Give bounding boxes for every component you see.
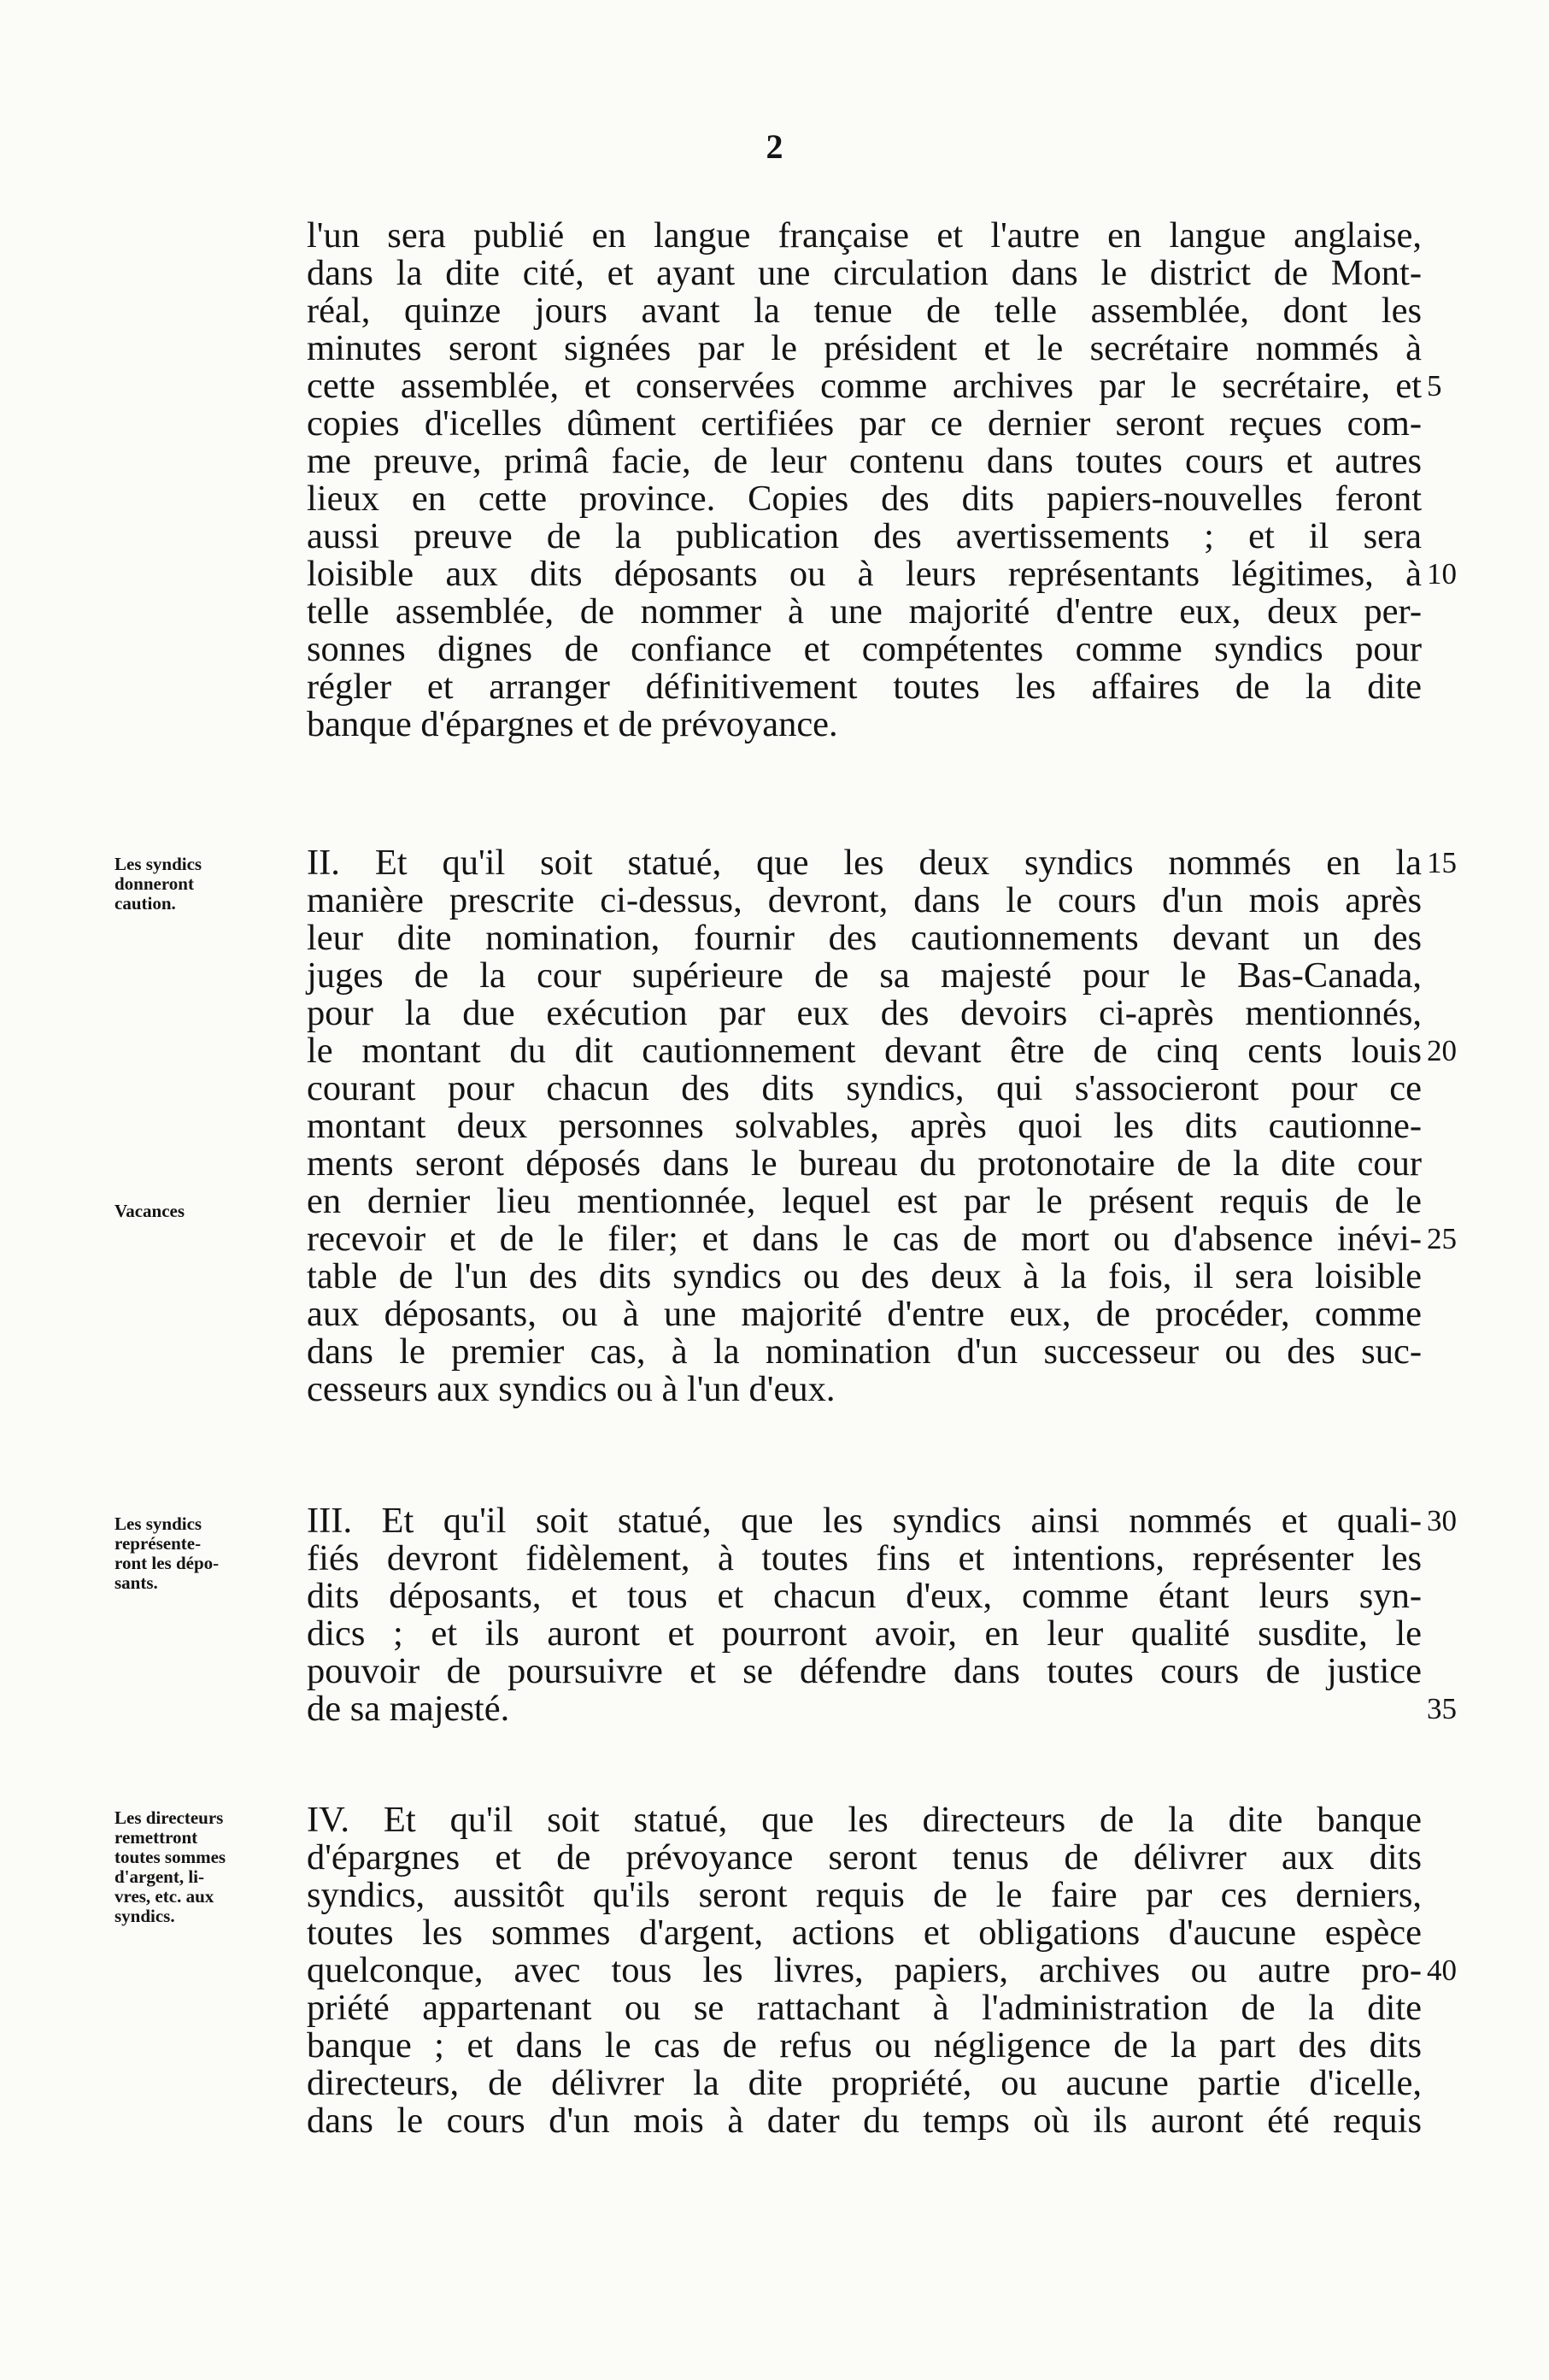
text-line: recevoir et de le filer; et dans le cas de mort ou d'absence inévi- [307, 1219, 1422, 1259]
text-line: lieux en cette province. Copies des dits papiers-nouvelles feront [307, 479, 1422, 519]
margin-note-line: Les directeurs [114, 1807, 224, 1828]
text-line: courant pour chacun des dits syndics, qui s'associeront pour ce [307, 1068, 1422, 1108]
text-line: dits déposants, et tous et chacun d'eux, comme étant leurs syn- [307, 1576, 1422, 1616]
line-number: 35 [1427, 1692, 1457, 1725]
text-line: pouvoir de poursuivre et se défendre dans toutes cours de justice [307, 1651, 1422, 1691]
text-line: dans le cours d'un mois à dater du temps où ils auront été requis [307, 2101, 1422, 2141]
text-line: aussi preuve de la publication des avertissements ; et il sera [307, 516, 1422, 556]
margin-note-caution [114, 855, 302, 914]
line-number: 20 [1427, 1034, 1457, 1067]
text-line: l'un sera publié en langue française et l'autre en langue anglaise, [307, 215, 1422, 256]
margin-note-line: Les syndics [114, 854, 202, 874]
text-line: copies d'icelles dûment certifiées par ce dernier seront reçues com- [307, 403, 1422, 444]
text-line: le montant du dit cautionnement devant être de cinq cents louis [307, 1031, 1422, 1071]
margin-note-representation [114, 1514, 302, 1593]
margin-note-line: Les syndics [114, 1513, 202, 1534]
text-line: II. Et qu'il soit statué, que les deux syndics nommés en la [307, 843, 1422, 883]
page-number: 2 [766, 127, 783, 166]
text-line: IV. Et qu'il soit statué, que les directeurs de la dite banque [307, 1800, 1422, 1840]
margin-note-line: sants. [114, 1572, 158, 1593]
margin-note-line: ront les dépo- [114, 1553, 220, 1573]
text-line: directeurs, de délivrer la dite propriété, ou aucune partie d'icelle, [307, 2063, 1422, 2103]
text-line: quelconque, avec tous les livres, papiers, archives ou autre pro- [307, 1950, 1422, 1990]
margin-note-line: représente- [114, 1533, 202, 1554]
line-number: 15 [1427, 846, 1457, 879]
margin-note-line: donneront [114, 873, 194, 894]
text-line: cesseurs aux syndics ou à l'un d'eux. [307, 1369, 836, 1409]
text-line: aux déposants, ou à une majorité d'entre eux, de procéder, comme [307, 1294, 1422, 1334]
line-number: 25 [1427, 1222, 1457, 1255]
text-line: réal, quinze jours avant la tenue de telle assemblée, dont les [307, 291, 1422, 331]
line-number: 10 [1427, 557, 1457, 591]
margin-note-directeurs [114, 1808, 302, 1926]
text-line: dans le premier cas, à la nomination d'un successeur ou des suc- [307, 1331, 1422, 1372]
margin-note-line: syndics. [114, 1906, 175, 1926]
text-line: banque ; et dans le cas de refus ou négligence de la part des dits [307, 2025, 1422, 2066]
text-line: leur dite nomination, fournir des cautionnements devant un des [307, 918, 1422, 958]
text-line: pour la due exécution par eux des devoirs ci-après mentionnés, [307, 993, 1422, 1033]
text-line: fiés devront fidèlement, à toutes fins et intentions, représenter les [307, 1538, 1422, 1578]
margin-note-line: Vacances [114, 1201, 185, 1221]
text-line: cette assemblée, et conservées comme archives par le secrétaire, et [307, 366, 1422, 406]
text-line: dans la dite cité, et ayant une circulation dans le district de Mont- [307, 253, 1422, 293]
text-line: minutes seront signées par le président et le secrétaire nommés à [307, 328, 1422, 368]
text-line: d'épargnes et de prévoyance seront tenus de délivrer aux dits [307, 1837, 1422, 1878]
margin-note-line: d'argent, li- [114, 1866, 204, 1887]
text-line: loisible aux dits déposants ou à leurs représentants légitimes, à [307, 554, 1422, 594]
text-line: juges de la cour supérieure de sa majesté pour le Bas-Canada, [307, 955, 1422, 996]
text-line: toutes les sommes d'argent, actions et obligations d'aucune espèce [307, 1913, 1422, 1953]
margin-note-vacances [114, 1202, 302, 1221]
text-line: sonnes dignes de confiance et compétentes comme syndics pour [307, 629, 1422, 669]
text-line: III. Et qu'il soit statué, que les syndics ainsi nommés et quali- [307, 1501, 1422, 1541]
text-line: manière prescrite ci-dessus, devront, dans le cours d'un mois après [307, 880, 1422, 920]
text-line: montant deux personnes solvables, après quoi les dits cautionne- [307, 1106, 1422, 1146]
text-line: priété appartenant ou se rattachant à l'administration de la dite [307, 1988, 1422, 2028]
line-number: 5 [1427, 369, 1442, 403]
text-line: ments seront déposés dans le bureau du protonotaire de la dite cour [307, 1143, 1422, 1184]
text-line: telle assemblée, de nommer à une majorité d'entre eux, deux per- [307, 591, 1422, 632]
text-line: de sa majesté. [307, 1689, 510, 1729]
margin-note-line: vres, etc. aux [114, 1886, 214, 1907]
text-line: table de l'un des dits syndics ou des deux à la fois, il sera loisible [307, 1256, 1422, 1296]
text-line: me preuve, primâ facie, de leur contenu dans toutes cours et autres [307, 441, 1422, 481]
text-line: syndics, aussitôt qu'ils seront requis de le faire par ces derniers, [307, 1875, 1422, 1915]
line-number: 40 [1427, 1954, 1457, 1987]
text-line: en dernier lieu mentionnée, lequel est par le présent requis de le [307, 1181, 1422, 1221]
margin-note-line: remettront [114, 1827, 198, 1848]
text-line: régler et arranger définitivement toutes les affaires de la dite [307, 667, 1422, 707]
text-line: banque d'épargnes et de prévoyance. [307, 704, 838, 744]
line-number: 30 [1427, 1504, 1457, 1537]
margin-note-line: toutes sommes [114, 1847, 226, 1867]
text-line: dics ; et ils auront et pourront avoir, en leur qualité susdite, le [307, 1613, 1422, 1654]
margin-note-line: caution. [114, 893, 176, 914]
